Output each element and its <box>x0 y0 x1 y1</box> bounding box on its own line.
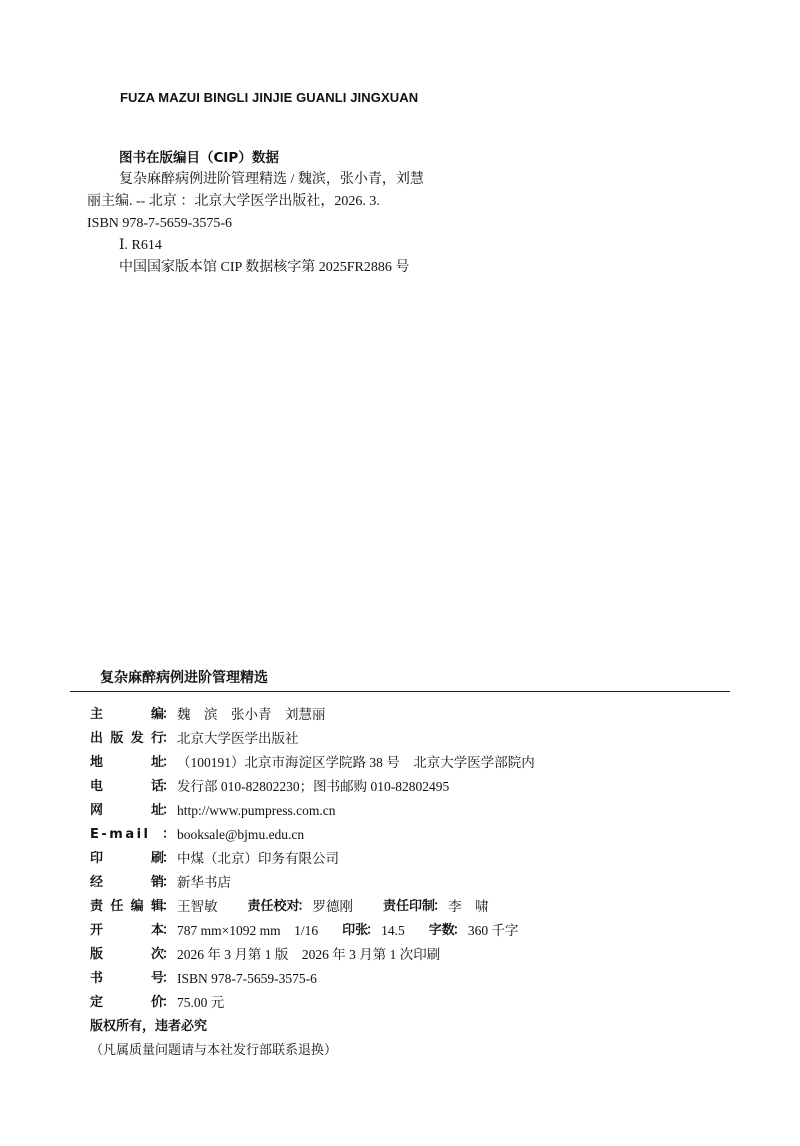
book-title: 复杂麻醉病例进阶管理精选 <box>100 670 268 686</box>
address-value: （100191）北京市海淀区学院路 38 号 北京大学医学部院内 <box>177 755 535 770</box>
email-label: E-mail <box>90 827 151 842</box>
colon: ： <box>162 755 176 770</box>
colon: ： <box>297 899 311 914</box>
colon: ： <box>162 827 176 842</box>
cip-title-line-cont: 丽主编. -- 北京 ：北京大学医学出版社，2026. 3. <box>87 194 380 209</box>
phone-label: 电 话 <box>90 779 164 794</box>
return-policy-note: （凡属质量问题请与本社发行部联系退换） <box>90 1043 338 1058</box>
cip-classification: Ⅰ. R614 <box>119 238 162 253</box>
price-label: 定 价 <box>90 995 164 1010</box>
cip-block <box>87 147 507 279</box>
imprint-row-staff <box>90 895 730 919</box>
cip-heading: 图书在版编目（CIP）数据 <box>119 150 279 166</box>
imprint-row-edition <box>90 943 730 967</box>
imprint-row-editor <box>90 703 730 727</box>
isbn-value: ISBN 978-7-5659-3575-6 <box>177 971 317 986</box>
copyright-notice: 版权所有，违者必究 <box>90 1019 208 1034</box>
address-label: 地 址 <box>90 755 164 770</box>
imprint-row-publisher <box>90 727 730 751</box>
colon: ： <box>162 947 176 962</box>
colon: ： <box>162 779 176 794</box>
imprint-row-note <box>90 1039 730 1063</box>
cip-isbn: ISBN 978-7-5659-3575-6 <box>87 216 233 231</box>
distributor-label: 经 销 <box>90 875 164 890</box>
imprint-row-website <box>90 799 730 823</box>
imprint-row-copyright <box>90 1015 730 1039</box>
edition-value: 2026 年 3 月第 1 版 2026 年 3 月第 1 次印刷 <box>177 947 441 962</box>
colon: ： <box>162 971 176 986</box>
colon: ： <box>162 851 176 866</box>
imprint-row-printer <box>90 847 730 871</box>
responsible-editor-value: 王智敏 <box>177 899 218 914</box>
colon: ： <box>162 923 176 938</box>
imprint-row-distributor <box>90 871 730 895</box>
editor-value: 魏 滨 张小青 刘慧丽 <box>177 707 326 722</box>
word-count-label: 字数 <box>428 923 455 938</box>
email-link[interactable]: booksale@bjmu.edu.cn <box>177 827 305 842</box>
format-label: 开 本 <box>90 923 164 938</box>
cip-record-number: 中国国家版本馆 CIP 数据核字第 2025FR2886 号 <box>119 260 410 275</box>
responsible-editor-label: 责任编辑 <box>90 899 164 914</box>
colon: ： <box>162 899 176 914</box>
colon: ： <box>162 707 176 722</box>
publisher-value: 北京大学医学出版社 <box>177 731 299 746</box>
publisher-label: 出版发行 <box>90 731 164 746</box>
printer-label: 印 刷 <box>90 851 164 866</box>
imprint-row-price <box>90 991 730 1015</box>
colon: ： <box>162 803 176 818</box>
imprint-row-phone <box>90 775 730 799</box>
colon: ： <box>452 923 466 938</box>
format-value: 787 mm×1092 mm 1/16 <box>177 923 319 938</box>
word-count-value: 360 千字 <box>467 923 519 938</box>
isbn-label: 书 号 <box>90 971 164 986</box>
phone-value: 发行部 010-82802230；图书邮购 010-82802495 <box>177 779 450 794</box>
edition-label: 版 次 <box>90 947 164 962</box>
colon: ： <box>162 875 176 890</box>
imprint-row-address <box>90 751 730 775</box>
colon: ： <box>433 899 447 914</box>
imprint-row-isbn <box>90 967 730 991</box>
colon: ： <box>162 995 176 1010</box>
colon: ： <box>366 923 380 938</box>
editor-label: 主 编 <box>90 707 164 722</box>
website-label: 网 址 <box>90 803 164 818</box>
price-value: 75.00 元 <box>177 995 225 1010</box>
proofreader-label: 责任校对 <box>247 899 300 914</box>
website-link[interactable]: http://www.pumpress.com.cn <box>177 803 336 818</box>
pinyin-title: FUZA MAZUI BINGLI JINJIE GUANLI JINGXUAN <box>120 90 419 105</box>
divider-rule <box>70 691 730 692</box>
printer-value: 中煤（北京）印务有限公司 <box>177 851 340 866</box>
sheets-label: 印张 <box>342 923 369 938</box>
sheets-value: 14.5 <box>381 923 405 938</box>
print-manager-label: 责任印制 <box>383 899 436 914</box>
imprint-row-email <box>90 823 730 847</box>
cip-title-line: 复杂麻醉病例进阶管理精选 / 魏滨，张小青，刘慧 <box>119 172 424 187</box>
proofreader-value: 罗德刚 <box>312 899 354 914</box>
imprint-row-format <box>90 919 730 943</box>
print-manager-value: 李 啸 <box>448 899 489 914</box>
colon: ： <box>162 731 176 746</box>
distributor-value: 新华书店 <box>177 875 232 890</box>
imprint-block <box>90 703 730 1063</box>
